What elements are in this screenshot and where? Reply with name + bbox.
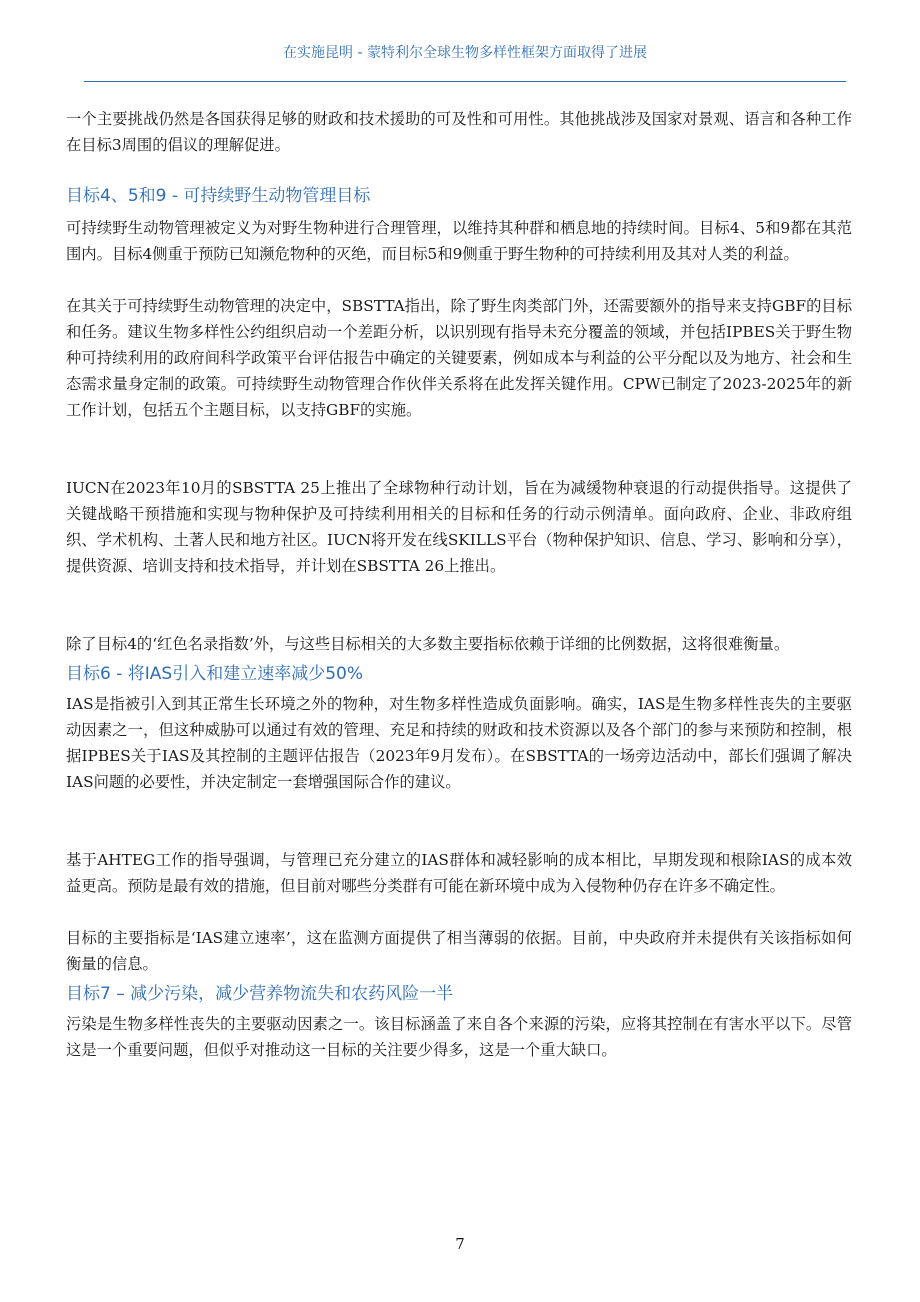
paragraph-ias-definition: IAS是指被引入到其正常生长环境之外的物种，对生物多样性造成负面影响。确实，IAS是生物多样性丧失的主要驱动因素之一，但这种威胁可以通过有效的管理、充足和持续的财政和技术资源以及各个部门的参与来预防和控制，根据IPBES关于IAS及其控制的主题评估报告（2023年9月发布）。在SBSTTA的一场旁边活动中，部长们强调了解决IAS问题的必要性，并决定制定一套增强国际合作的建议。 bbox=[66, 695, 852, 791]
paragraph-sbstta-decision: 在其关于可持续野生动物管理的决定中，SBSTTA指出，除了野生肉类部门外，还需要额外的指导来支持GBF的目标和任务。建议生物多样性公约组织启动一个差距分析，以识别现有指导未充分覆盖的领域，并包括IPBES关于野生物种可持续利用的政府间科学政策平台评估报告中确定的关键要素，例如成本与利益的公平分配以及为地方、社会和生态需求量身定制的政策。可持续野生动物管理合作伙伴关系将在此发挥关键作用。CPW已制定了2023-2025年的新工作计划，包括五个主题目标，以支持GBF的实施。 bbox=[66, 297, 852, 419]
page-number: 7 bbox=[455, 1235, 465, 1253]
paragraph-ahteg-guidance: 基于AHTEG工作的指导强调，与管理已充分建立的IAS群体和减轻影响的成本相比，早期发现和根除IAS的成本效益更高。预防是最有效的措施，但目前对哪些分类群有可能在新环境中成为入侵物种仍存在许多不确定性。 bbox=[66, 851, 852, 895]
paragraph-wildlife-definition: 可持续野生动物管理被定义为对野生物种进行合理管理，以维持其种群和栖息地的持续时间。目标4、5和9都在其范围内。目标4侧重于预防已知濒危物种的灭绝，而目标5和9侧重于野生物种的可持续利用及其对人类的利益。 bbox=[66, 219, 852, 263]
heading-target-6: 目标6 - 将IAS引入和建立速率减少50% bbox=[66, 664, 363, 684]
heading-targets-4-5-9: 目标4、5和9 - 可持续野生动物管理目标 bbox=[66, 186, 371, 206]
paragraph-pollution: 污染是生物多样性丧失的主要驱动因素之一。该目标涵盖了来自各个来源的污染，应将其控制在有害水平以下。尽管这是一个重要问题，但似乎对推动这一目标的关注要少得多，这是一个重大缺口。 bbox=[66, 1015, 852, 1059]
paragraph-ias-indicator: 目标的主要指标是‘IAS建立速率’，这在监测方面提供了相当薄弱的依据。目前，中央政府并未提供有关该指标如何衡量的信息。 bbox=[66, 929, 852, 973]
paragraph-iucn-action-plan: IUCN在2023年10月的SBSTTA 25上推出了全球物种行动计划，旨在为减缓物种衰退的行动提供指导。这提供了关键战略干预措施和实现与物种保护及可持续利用相关的目标和任务的行动示例清单。面向政府、企业、非政府组织、学术机构、土著人民和地方社区。IUCN将开发在线SKILLS平台（物种保护知识、信息、学习、影响和分享），提供资源、培训支持和技术指导，并计划在SBSTTA 26上推出。 bbox=[66, 479, 852, 575]
paragraph-indicators: 除了目标4的‘红色名录指数’外，与这些目标相关的大多数主要指标依赖于详细的比例数据，这将很难衡量。 bbox=[66, 635, 790, 653]
running-header: 在实施昆明 - 蒙特利尔全球生物多样性框架方面取得了进展 bbox=[283, 45, 647, 61]
paragraph-target3-challenges: 一个主要挑战仍然是各国获得足够的财政和技术援助的可及性和可用性。其他挑战涉及国家对景观、语言和各种工作在目标3周围的倡议的理解促进。 bbox=[66, 110, 852, 154]
page-body bbox=[66, 106, 852, 1063]
header-divider bbox=[84, 81, 846, 82]
heading-target-7: 目标7 – 减少污染，减少营养物流失和农药风险一半 bbox=[66, 984, 454, 1004]
